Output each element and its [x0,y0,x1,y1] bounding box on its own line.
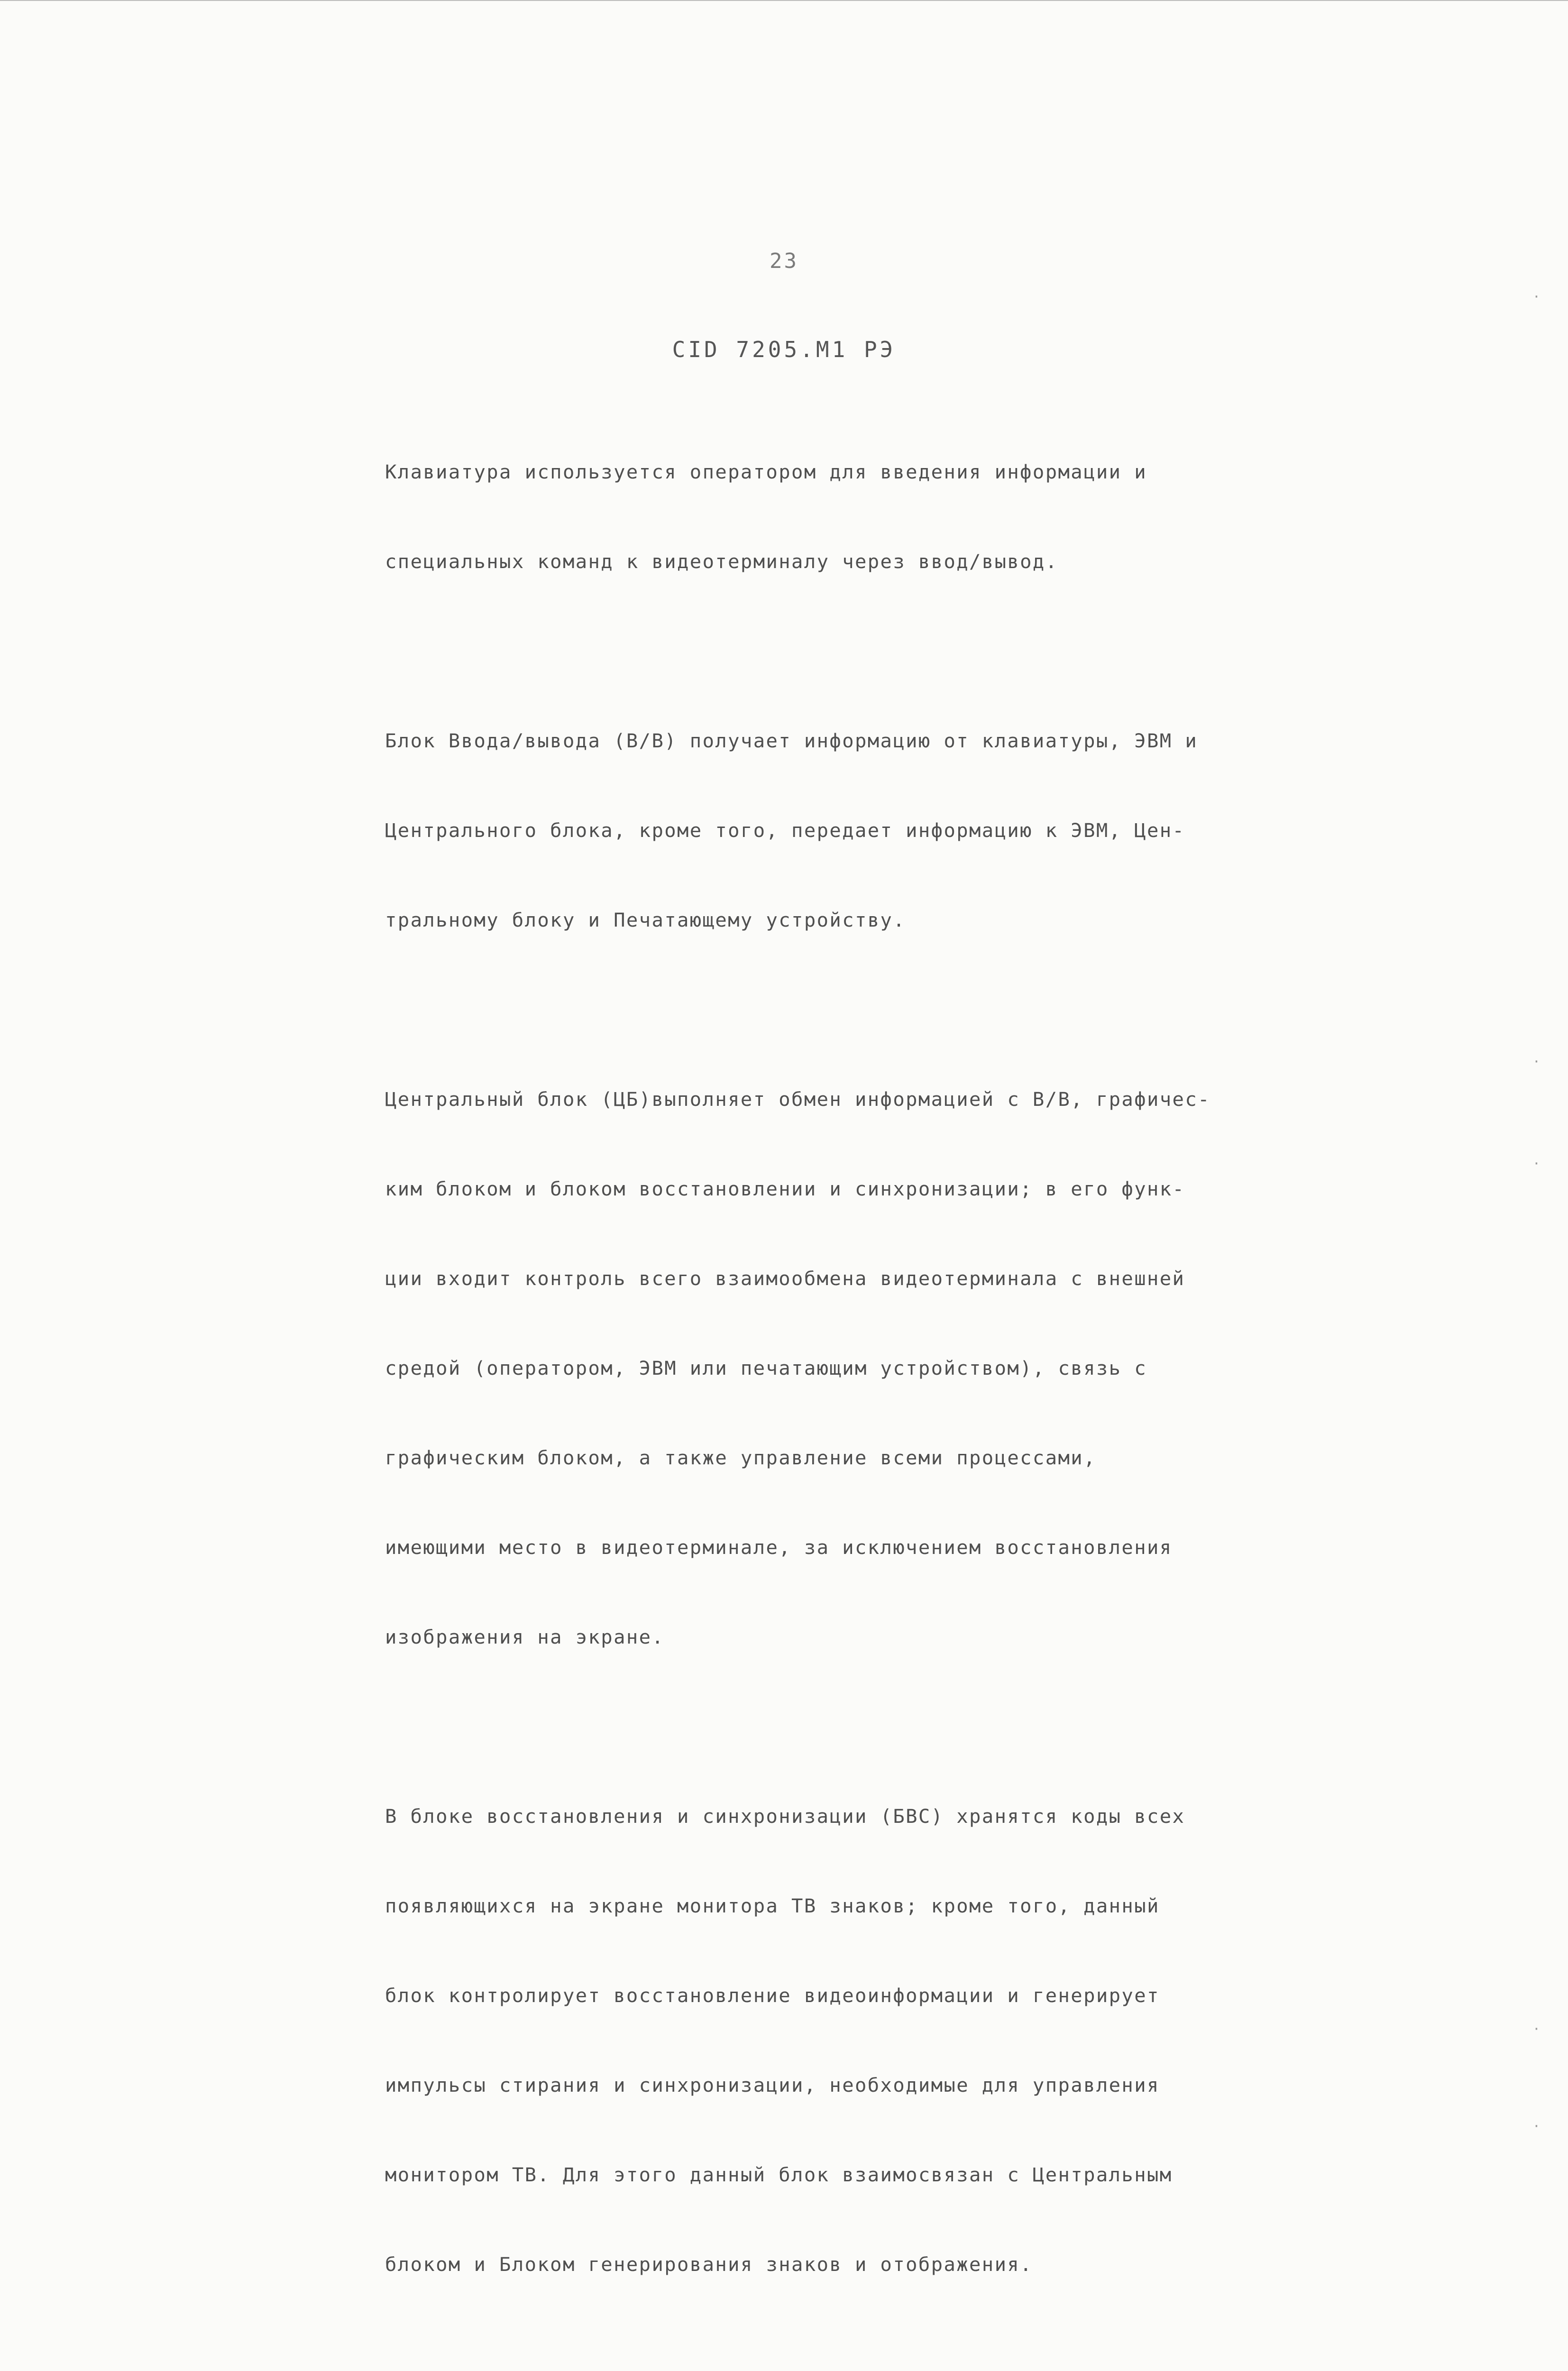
paragraph-central-block [385,1025,1310,1712]
scan-speck: · [1532,1156,1540,1171]
text-line: графическим блоком, а также управление всеми процессами, [385,1446,1096,1469]
text-line: тральному блоку и Печатающему устройству. [385,909,906,931]
text-line: монитором ТВ. Для этого данный блок взаимосвязан с Центральным [385,2163,1173,2186]
paragraph-keyboard-intro [385,397,1310,636]
text-line: В блоке восстановления и синхронизации (БВС) хранятся коды всех [385,1805,1185,1828]
scan-speck: · [1532,1054,1540,1069]
text-line: ким блоком и блоком восстановлении и синхронизации; в его функ- [385,1177,1185,1200]
text-line: Центральный блок (ЦБ)выполняет обмен информацией с В/В, графичес- [385,1088,1210,1111]
text-line: блок контролирует восстановление видеоинформации и генерирует [385,1984,1160,2007]
text-line: блоком и Блоком генерирования знаков и отображения. [385,2253,1033,2276]
text-line: импульсы стирания и синхронизации, необходимые для управления [385,2074,1160,2096]
scan-edge [0,0,1568,4]
paragraph-io-block [385,666,1310,995]
document-body [385,397,1310,2371]
text-line: специальных команд к видеотерминалу через ввод/вывод. [385,550,1058,573]
text-line: Клавиатура используется оператором для введения информации и [385,460,1147,483]
text-line: ции входит контроль всего взаимообмена видеотерминала с внешней [385,1267,1185,1290]
text-line: средой (оператором, ЭВМ или печатающим устройством), связь с [385,1357,1147,1379]
text-line: изображения на экране. [385,1626,665,1648]
scan-speck: · [1532,2118,1540,2134]
paragraph-sync-block [385,1742,1310,2339]
text-line: имеющими место в видеотерминале, за исключением восстановления [385,1536,1173,1559]
scan-speck: · [1532,289,1540,304]
text-line: Центрального блока, кроме того, передает информацию к ЭВМ, Цен- [385,819,1185,842]
scan-speck: · [1532,2021,1540,2037]
text-line: появляющихся на экране монитора ТВ знаков; кроме того, данный [385,1894,1160,1917]
document-code: CID 7205.M1 РЭ [672,337,896,362]
text-line: Блок Ввода/вывода (В/В) получает информацию от клавиатуры, ЭВМ и [385,729,1198,752]
page-number: 23 [770,249,798,273]
paragraph-char-generator [385,2369,1310,2371]
